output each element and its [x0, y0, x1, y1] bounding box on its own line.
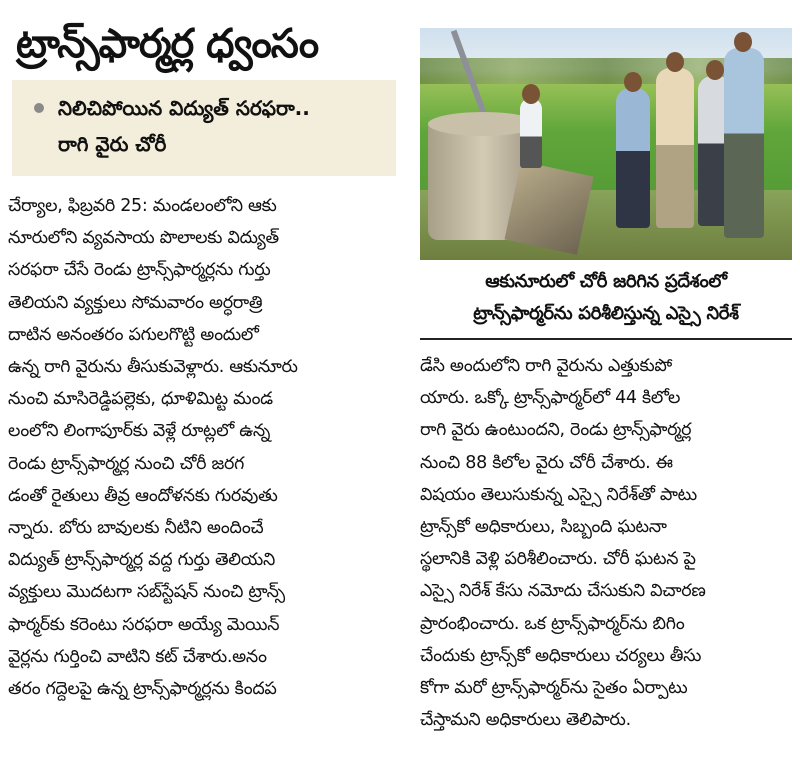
- caption-line-2: ట్రాన్స్‌ఫార్మర్‌ను పరిశీలిస్తున్న ఎస్సై నిరేశ్: [473, 303, 739, 324]
- article-line: ట్రాన్స్‌కో అధికారులు, సిబ్బంది ఘటనా: [420, 517, 667, 538]
- subheadline-line-1: నిలిచిపోయిన విద్యుత్ సరఫరా..: [58, 96, 310, 120]
- article-line: నుంచి మాసిరెడ్డిపల్లెకు, ధూళిమిట్ట మండ: [8, 389, 273, 410]
- photo-caption: [420, 266, 792, 330]
- subheadline-box: [12, 80, 396, 176]
- person-head: [734, 32, 752, 52]
- article-line: లంలోని లింగాపూర్‌కు వెళ్లే రూట్లలో ఉన్న: [8, 421, 271, 442]
- bullet-icon: [34, 103, 44, 113]
- person-figure: [724, 48, 764, 238]
- article-line: డేసి అందులోని రాగి వైరును ఎత్తుకుపో: [420, 356, 672, 376]
- article-body-left: [8, 190, 398, 705]
- article-line: తెలియని వ్యక్తులు సోమవారం అర్ధరాత్రి: [8, 292, 263, 313]
- news-photo: [420, 28, 792, 260]
- article-line: వ్యక్తులు మొదటగా సబ్‌స్టేషన్ నుంచి ట్రాన్స్: [8, 582, 285, 603]
- article-line: ప్రారంభించారు. ఒక ట్రాన్స్‌ఫార్మర్‌ను బిగిం: [420, 613, 685, 634]
- person-head: [706, 60, 724, 80]
- right-column: [420, 28, 792, 736]
- article-line: ఉన్న రాగి వైరును తీసుకువెళ్లారు. ఆకునూరు: [8, 357, 298, 378]
- article-line: విషయం తెలుసుకున్న ఎస్సై నిరేశ్‌తో పాటు: [420, 484, 697, 505]
- article-line: ఎస్సై నిరేశ్ కేసు నమోదు చేసుకుని విచారణ: [420, 581, 706, 602]
- person-figure: [656, 68, 694, 228]
- article-line: దాటిన అనంతరం పగులగొట్టి అందులో: [8, 324, 259, 345]
- article-line: చేర్యాల, ఫిబ్రవరి 25: మండలంలోని ఆకు: [8, 196, 277, 216]
- article-line: ఫార్మర్‌కు కరెంటు సరఫరా అయ్యే మెయిన్: [8, 614, 280, 635]
- article-line: రెండు ట్రాన్స్‌ఫార్మర్ల నుంచి చోరీ జరగ: [8, 453, 244, 474]
- article-line: వైర్లను గుర్తించి వాటిని కట్ చేశారు.అనం: [8, 646, 267, 667]
- person-head: [624, 72, 642, 92]
- article-line: తరం గద్దెలపై ఉన్న ట్రాన్స్‌ఫార్మర్లను కిందప: [8, 679, 277, 700]
- article-line: కోగా మరో ట్రాన్స్‌ఫార్మర్‌ను సైతం ఏర్పాటు: [420, 678, 688, 699]
- article-line: విద్యుత్ ట్రాన్స్‌ఫార్మర్ల వద్ద గుర్తు తెలియని: [8, 550, 275, 571]
- person-figure: [520, 98, 542, 168]
- person-head: [522, 84, 540, 104]
- article-line: స్థలానికి వెళ్లి పరిశీలించారు. చోరీ ఘటన పై: [420, 549, 696, 570]
- article-body-right: [420, 350, 792, 736]
- article-line: సరఫరా చేసే రెండు ట్రాన్స్‌ఫార్మర్లను గుర్తు: [8, 260, 271, 281]
- person-figure: [616, 88, 650, 228]
- subheadline-line-2: రాగి వైరు చోరీ: [58, 132, 167, 156]
- article-line: న్నారు. బోరు బావులకు నీటిని అందించే: [8, 518, 264, 539]
- article-line: డంతో రైతులు తీవ్ర ఆందోళనకు గురవుతు: [8, 485, 278, 506]
- headline: ట్రాన్స్‌ఫార్మర్ల ధ్వంసం: [16, 21, 319, 67]
- article-line: రాగి వైరు ఉంటుందని, రెండు ట్రాన్స్‌ఫార్మర్ల: [420, 420, 692, 441]
- caption-line-1: ఆకునూరులో చోరీ జరిగిన ప్రదేశంలో: [485, 271, 727, 292]
- article-line: నుంచి 88 కిలోల వైరు చోరీ చేశారు. ఈ: [420, 452, 673, 473]
- article-line: నూరులోని వ్యవసాయ పొలాలకు విద్యుత్: [8, 228, 279, 249]
- article-line: చేందుకు ట్రాన్స్‌కో అధికారులు చర్యలు తీసు: [420, 645, 702, 666]
- caption-divider: [420, 338, 792, 340]
- person-head: [666, 52, 684, 72]
- article-line: చేస్తామని అధికారులు తెలిపారు.: [420, 710, 631, 731]
- article-line: యారు. ఒక్కో ట్రాన్స్‌ఫార్మర్‌లో 44 కిలోల: [420, 388, 681, 409]
- left-column: [8, 18, 398, 705]
